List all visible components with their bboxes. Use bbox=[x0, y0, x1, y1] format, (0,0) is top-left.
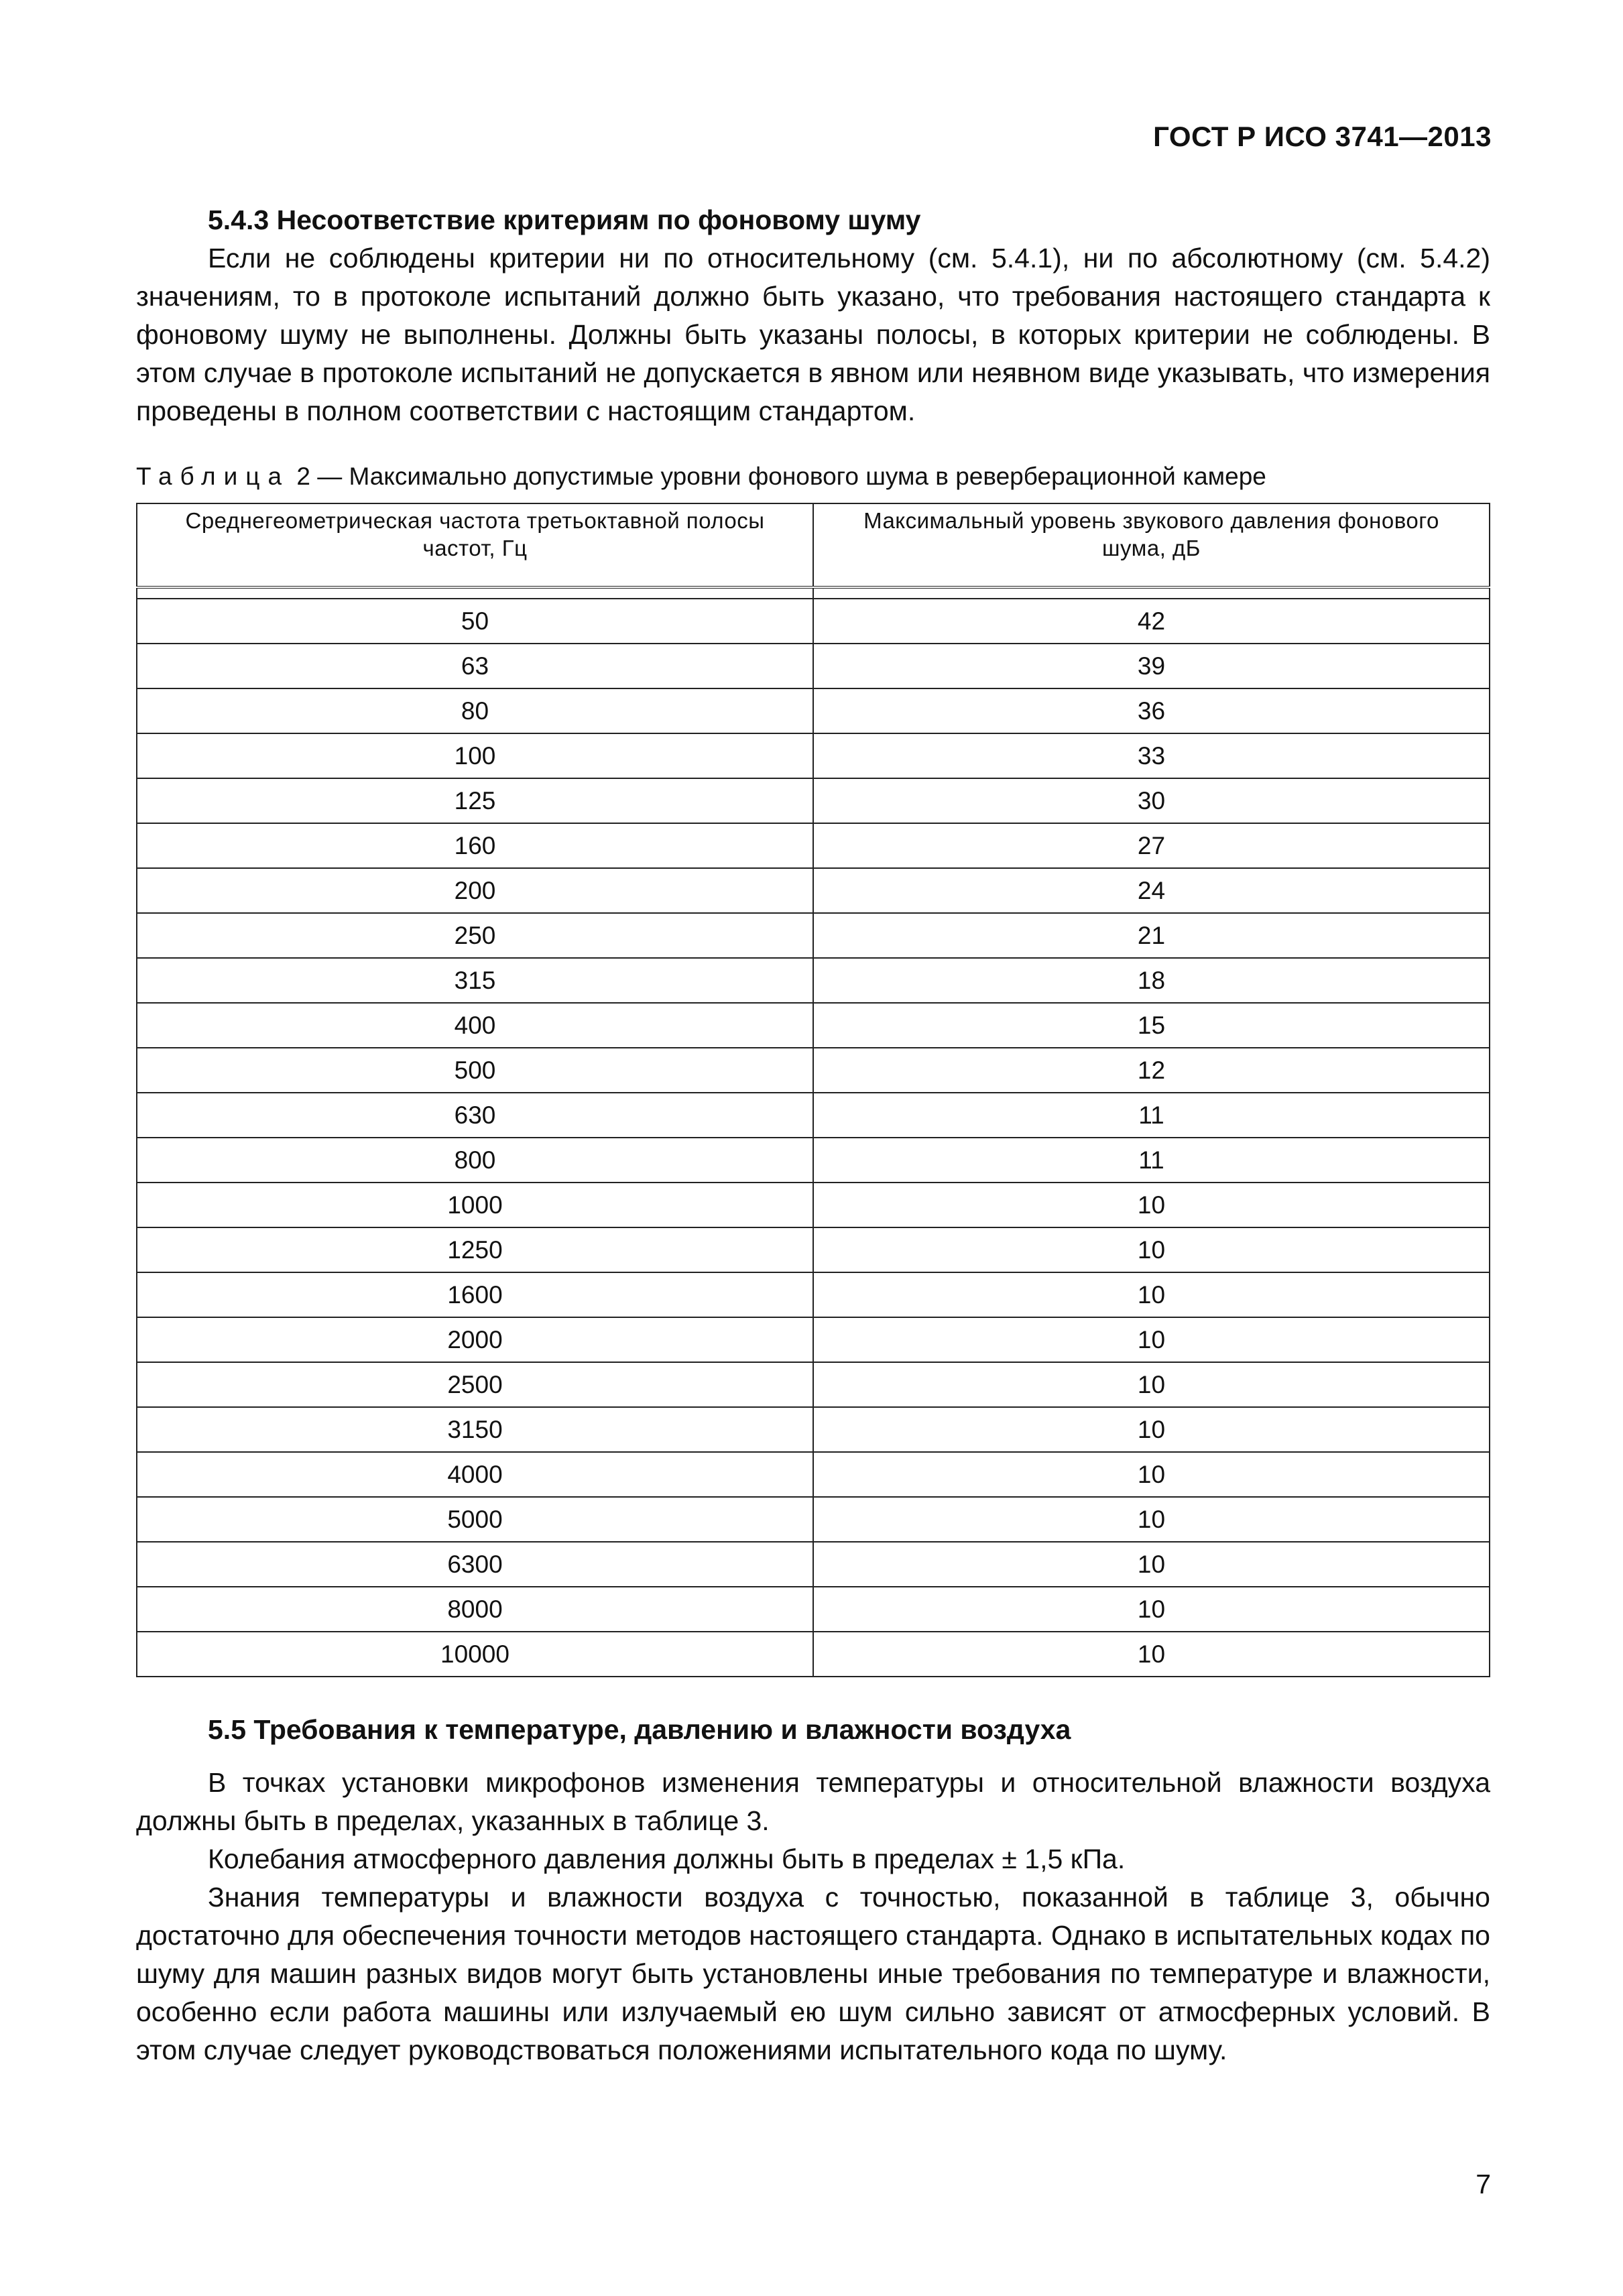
level-cell: 10 bbox=[813, 1227, 1490, 1272]
frequency-cell: 50 bbox=[137, 599, 813, 644]
header-separator-row bbox=[137, 587, 1490, 599]
frequency-cell: 500 bbox=[137, 1048, 813, 1093]
frequency-cell: 2500 bbox=[137, 1362, 813, 1407]
level-cell: 39 bbox=[813, 644, 1490, 688]
table-row bbox=[137, 1272, 1490, 1317]
level-cell: 10 bbox=[813, 1272, 1490, 1317]
frequency-cell: 1250 bbox=[137, 1227, 813, 1272]
frequency-cell: 63 bbox=[137, 644, 813, 688]
column-header-frequency: Среднегеометрическая частота третьоктавной полосы частот, Гц bbox=[137, 503, 813, 587]
table-row bbox=[137, 913, 1490, 958]
frequency-cell: 250 bbox=[137, 913, 813, 958]
frequency-cell: 200 bbox=[137, 868, 813, 913]
table-row bbox=[137, 688, 1490, 733]
table-row bbox=[137, 778, 1490, 823]
table-row bbox=[137, 733, 1490, 778]
level-cell: 24 bbox=[813, 868, 1490, 913]
table-caption-label: Таблица bbox=[136, 463, 290, 490]
table-row bbox=[137, 1407, 1490, 1452]
table-row bbox=[137, 1003, 1490, 1048]
frequency-cell: 10000 bbox=[137, 1632, 813, 1677]
frequency-cell: 4000 bbox=[137, 1452, 813, 1497]
separator-cell bbox=[813, 587, 1490, 599]
frequency-cell: 160 bbox=[137, 823, 813, 868]
level-cell: 10 bbox=[813, 1183, 1490, 1227]
separator-cell bbox=[137, 587, 813, 599]
table-row bbox=[137, 644, 1490, 688]
table-row bbox=[137, 599, 1490, 644]
frequency-cell: 3150 bbox=[137, 1407, 813, 1452]
section-title-5-5: 5.5 Требования к температуре, давлению и влажности воздуха bbox=[208, 1714, 1071, 1745]
level-cell: 30 bbox=[813, 778, 1490, 823]
level-cell: 27 bbox=[813, 823, 1490, 868]
background-noise-table bbox=[136, 503, 1490, 1677]
table-row bbox=[137, 1317, 1490, 1362]
section-paragraph-5-5-3: Знания температуры и влажности воздуха с точностью, показанной в таблице 3, обычно достаточно для обеспечения точности методов настоящего стандарта. Однако в испытательных кодах по шуму для машин разных видов могут быть установлены иные требования по температуре и влажности, особенно если работа машины или излучаемый ею шум сильно зависят от атмосферных условий. В этом случае следует руководствоваться положениями испытательного кода по шуму. bbox=[136, 1882, 1490, 2065]
level-cell: 12 bbox=[813, 1048, 1490, 1093]
section-paragraph-5-5-2: Колебания атмосферного давления должны быть в пределах ± 1,5 кПа. bbox=[208, 1844, 1126, 1874]
level-cell: 10 bbox=[813, 1407, 1490, 1452]
frequency-cell: 800 bbox=[137, 1138, 813, 1183]
level-cell: 10 bbox=[813, 1632, 1490, 1677]
level-cell: 33 bbox=[813, 733, 1490, 778]
level-cell: 18 bbox=[813, 958, 1490, 1003]
level-cell: 10 bbox=[813, 1497, 1490, 1542]
frequency-cell: 6300 bbox=[137, 1542, 813, 1587]
table-row bbox=[137, 1362, 1490, 1407]
table-caption bbox=[136, 461, 1490, 493]
level-cell: 15 bbox=[813, 1003, 1490, 1048]
table-row bbox=[137, 1587, 1490, 1632]
table-row bbox=[137, 868, 1490, 913]
frequency-cell: 1600 bbox=[137, 1272, 813, 1317]
column-header-level: Максимальный уровень звукового давления фонового шума, дБ bbox=[813, 503, 1490, 587]
table-row bbox=[137, 823, 1490, 868]
level-cell: 10 bbox=[813, 1317, 1490, 1362]
table-caption-text: 2 — Максимально допустимые уровни фонового шума в реверберационной камере bbox=[296, 463, 1266, 490]
table-row bbox=[137, 1632, 1490, 1677]
frequency-cell: 80 bbox=[137, 688, 813, 733]
table-row bbox=[137, 1452, 1490, 1497]
frequency-cell: 1000 bbox=[137, 1183, 813, 1227]
table-row bbox=[137, 1227, 1490, 1272]
level-cell: 10 bbox=[813, 1587, 1490, 1632]
table-row bbox=[137, 1497, 1490, 1542]
frequency-cell: 100 bbox=[137, 733, 813, 778]
section-title-5-4-3: 5.4.3 Несоответствие критериям по фоновому шуму bbox=[208, 204, 921, 235]
table-row bbox=[137, 958, 1490, 1003]
frequency-cell: 5000 bbox=[137, 1497, 813, 1542]
table-row bbox=[137, 1542, 1490, 1587]
frequency-cell: 400 bbox=[137, 1003, 813, 1048]
frequency-cell: 8000 bbox=[137, 1587, 813, 1632]
level-cell: 10 bbox=[813, 1362, 1490, 1407]
table-row bbox=[137, 1183, 1490, 1227]
page-number: 7 bbox=[1476, 2169, 1491, 2199]
table-row bbox=[137, 1048, 1490, 1093]
level-cell: 21 bbox=[813, 913, 1490, 958]
section-paragraph-5-4-3: Если не соблюдены критерии ни по относительному (см. 5.4.1), ни по абсолютному (см. 5.4.2) значениям, то в протоколе испытаний должно быть указано, что требования настоящего стандарта к фоновому шуму не выполнены. Должны быть указаны полосы, в которых критерии не соблюдены. В этом случае в протоколе испытаний не допускается в явном или неявном виде указывать, что измерения проведены в полном соответствии с настоящим стандартом. bbox=[136, 243, 1490, 426]
table-header-row bbox=[137, 503, 1490, 587]
section-paragraph-5-5-1: В точках установки микрофонов изменения температуры и относительной влажности воздуха должны быть в пределах, указанных в таблице 3. bbox=[136, 1767, 1490, 1836]
level-cell: 42 bbox=[813, 599, 1490, 644]
table-row bbox=[137, 1138, 1490, 1183]
document-header: ГОСТ Р ИСО 3741—2013 bbox=[1153, 121, 1492, 152]
frequency-cell: 2000 bbox=[137, 1317, 813, 1362]
level-cell: 11 bbox=[813, 1093, 1490, 1138]
level-cell: 36 bbox=[813, 688, 1490, 733]
frequency-cell: 125 bbox=[137, 778, 813, 823]
level-cell: 10 bbox=[813, 1542, 1490, 1587]
frequency-cell: 315 bbox=[137, 958, 813, 1003]
table-row bbox=[137, 1093, 1490, 1138]
page-content bbox=[136, 201, 1490, 2069]
table-body bbox=[137, 587, 1490, 1677]
level-cell: 11 bbox=[813, 1138, 1490, 1183]
frequency-cell: 630 bbox=[137, 1093, 813, 1138]
level-cell: 10 bbox=[813, 1452, 1490, 1497]
